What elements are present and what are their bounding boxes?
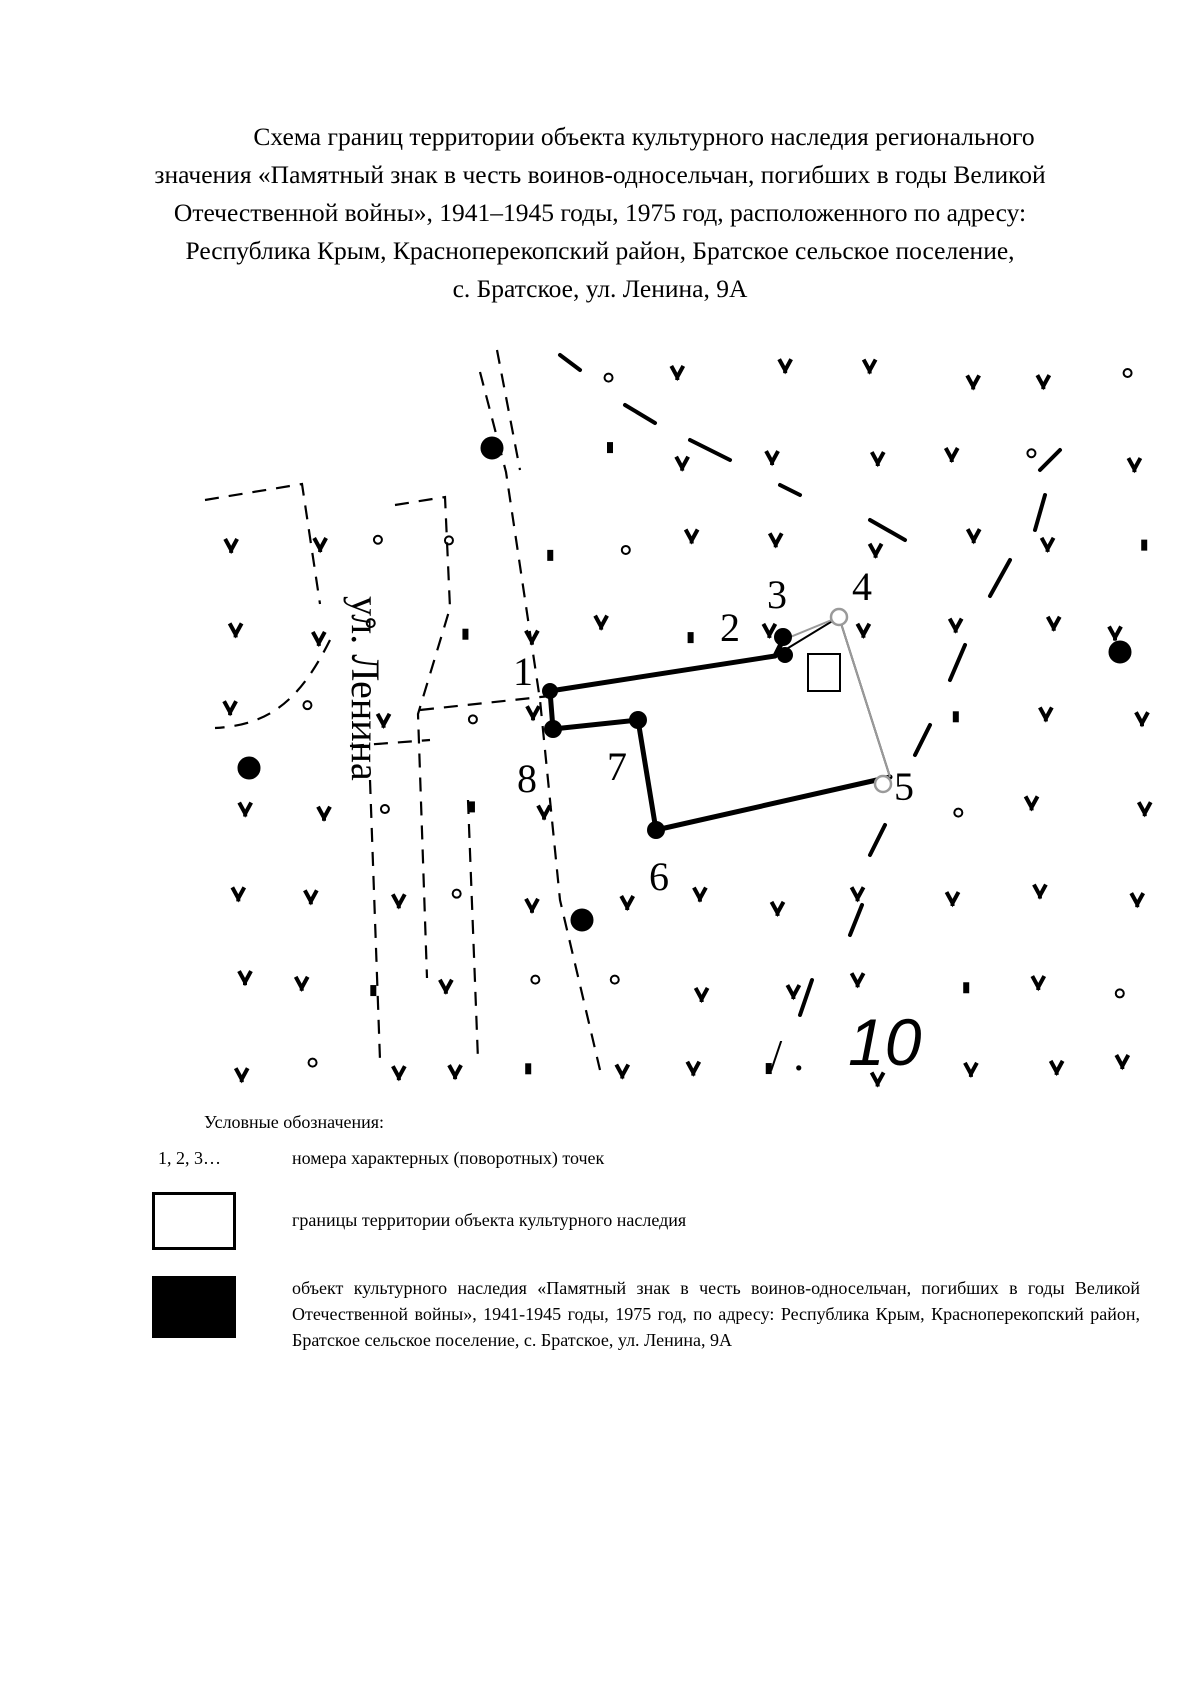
grass-symbol (857, 624, 869, 638)
legend-object-swatch (152, 1276, 236, 1338)
grass-symbol (305, 890, 317, 904)
orchard-symbol (303, 701, 311, 709)
grass-symbol (968, 529, 980, 543)
point-label-7: 7 (607, 744, 627, 789)
grass-symbol (852, 887, 864, 901)
turning-point-4 (831, 609, 847, 625)
parcel-number: 10 (848, 1005, 922, 1079)
grass-symbol (1048, 617, 1060, 631)
boundary-segment-5-6 (656, 777, 890, 830)
grass-symbol (595, 616, 607, 630)
grass-symbol (870, 544, 882, 558)
title-line: значения «Памятный знак в честь воинов-односельчан, погибших в годы Великой (154, 160, 1046, 189)
monument-symbol (808, 654, 840, 691)
grass-symbol (1136, 712, 1148, 726)
tick-symbol (469, 802, 474, 812)
grass-symbol (1032, 976, 1044, 990)
grass-symbol (1139, 802, 1151, 816)
boundary-segment-6-7 (638, 720, 656, 830)
tick-symbol (1142, 540, 1147, 550)
point-label-2: 2 (720, 605, 740, 650)
field-dash (870, 520, 905, 540)
grass-symbol (671, 366, 683, 380)
grass-symbol (779, 359, 791, 373)
boundary-map (0, 320, 1200, 1120)
grass-symbol (313, 632, 325, 646)
grass-symbol (772, 902, 784, 916)
turning-point-2 (777, 647, 793, 663)
field-dash (625, 405, 655, 423)
grass-symbol (1128, 458, 1140, 472)
grass-symbol (449, 1065, 461, 1079)
grass-symbol (1037, 375, 1049, 389)
grass-symbol (230, 623, 242, 637)
title-line: с. Братское, ул. Ленина, 9А (452, 274, 748, 303)
orchard-symbol (1027, 449, 1035, 457)
grass-symbol (239, 803, 251, 817)
grass-symbol (393, 894, 405, 908)
grass-symbol (621, 896, 633, 910)
legend-heading: Условные обозначения: (204, 1112, 385, 1132)
orchard-symbol (453, 890, 461, 898)
tree-symbol (571, 909, 593, 931)
legend-numbers-sample: 1, 2, 3… (158, 1148, 221, 1168)
field-dash (870, 825, 885, 855)
turning-point-5 (875, 776, 891, 792)
point-label-5: 5 (894, 764, 914, 809)
grass-symbol (616, 1065, 628, 1079)
grass-symbol (526, 899, 538, 913)
point-label-4: 4 (852, 564, 872, 609)
tick-symbol (688, 633, 693, 643)
orchard-symbol (1124, 369, 1132, 377)
tick-symbol (964, 983, 969, 993)
boundary-segment-1-2 (550, 656, 775, 691)
grass-symbol (1109, 626, 1121, 640)
orchard-symbol (531, 976, 539, 984)
grass-symbol (1116, 1055, 1128, 1069)
grass-symbol (318, 807, 330, 821)
street-label: ул. Ленина (343, 596, 388, 781)
grass-symbol (686, 529, 698, 543)
field-dash (1040, 450, 1060, 470)
grass-symbol (296, 977, 308, 991)
grass-symbol (527, 706, 539, 720)
grass-symbol (687, 1062, 699, 1076)
grass-symbol (696, 988, 708, 1002)
grass-symbol (770, 533, 782, 547)
grass-symbol (872, 452, 884, 466)
boundary-segment-7-8 (553, 720, 638, 729)
grass-symbol (676, 457, 688, 471)
grass-symbol (852, 973, 864, 987)
legend-numbers-desc: номера характерных (поворотных) точек (292, 1148, 605, 1168)
grass-symbol (946, 448, 958, 462)
orchard-symbol (381, 805, 389, 813)
tick-symbol (463, 629, 468, 639)
grass-symbol (538, 806, 550, 820)
grass-symbol (864, 360, 876, 374)
grass-symbol (225, 539, 237, 553)
field-dash (800, 980, 812, 1015)
grass-symbol (950, 619, 962, 633)
field-dash (690, 440, 730, 460)
grass-symbol (236, 1068, 248, 1082)
grass-symbol (1026, 796, 1038, 810)
turning-point-7 (629, 711, 647, 729)
grass-symbol (787, 985, 799, 999)
turning-point-3 (774, 628, 792, 646)
grass-symbol (224, 701, 236, 715)
point-labels (513, 564, 914, 899)
tick-symbol (953, 712, 958, 722)
orchard-symbol (469, 715, 477, 723)
orchard-symbol (954, 809, 962, 817)
orchard-symbol (605, 374, 613, 382)
grass-symbol (1040, 707, 1052, 721)
field-dash (850, 905, 862, 935)
road-centre-line (480, 372, 600, 1070)
tick-symbol (548, 550, 553, 560)
legend-object-desc: объект культурного наследия «Памятный знак в честь воинов-односельчан, погибших в годы Великой Отечественной войны», 1941-1945 годы, 1975 год, по адресу: Республика Крым, Красноперекопский район, Братское сельское поселение, с. Братское, ул. Ленина, 9А (292, 1278, 1140, 1350)
tick-symbol (608, 443, 613, 453)
turning-point-8 (544, 720, 562, 738)
grass-symbol (440, 980, 452, 994)
road-edge-line (370, 780, 380, 1060)
field-dash (990, 560, 1010, 596)
field-dash (780, 485, 800, 495)
tree-symbol (1109, 641, 1131, 663)
grass-symbol (766, 451, 778, 465)
grass-symbol (314, 538, 326, 552)
grass-symbol (947, 892, 959, 906)
grass-symbol (1042, 538, 1054, 552)
map-dashed-lines (205, 350, 600, 1070)
tick-symbol (526, 1064, 531, 1074)
grass-symbol (239, 971, 251, 985)
title-line: Отечественной войны», 1941–1945 годы, 1975 год, расположенного по адресу: (173, 198, 1027, 227)
grass-symbol (1051, 1061, 1063, 1075)
tick-symbol (371, 986, 376, 996)
grass-symbol (1131, 893, 1143, 907)
grass-symbol (694, 888, 706, 902)
orchard-symbol (1116, 989, 1124, 997)
grass-symbol (393, 1066, 405, 1080)
title-line: Республика Крым, Красноперекопский район, Братское сельское поселение, (185, 236, 1015, 265)
road-edge-line (468, 800, 478, 1060)
turning-point-1 (542, 683, 558, 699)
legend-boundary-desc: границы территории объекта культурного наследия (292, 1210, 687, 1230)
tree-symbol (238, 757, 260, 779)
parcel-prefix: / . (770, 1031, 805, 1080)
point-label-3: 3 (767, 572, 787, 617)
field-dash (950, 645, 965, 680)
field-dash (915, 725, 930, 755)
title-line: Схема границ территории объекта культурного наследия регионального (253, 122, 1035, 151)
grass-symbol (1034, 885, 1046, 899)
point-label-8: 8 (517, 756, 537, 801)
turning-point-6 (647, 821, 665, 839)
grass-symbol (232, 887, 244, 901)
neighbor-plot-outline (205, 484, 320, 604)
point-label-1: 1 (513, 649, 533, 694)
page-title (60, 118, 1140, 308)
orchard-symbol (309, 1059, 317, 1067)
grass-symbol (967, 375, 979, 389)
grass-symbol (763, 624, 775, 638)
neighbor-plot-arc (215, 640, 330, 728)
boundary-segment-4-5 (839, 617, 890, 777)
street-crossing-line (420, 696, 550, 710)
orchard-symbol (622, 546, 630, 554)
field-dash (560, 355, 580, 370)
road-edge-line (395, 497, 450, 978)
orchard-symbol (374, 536, 382, 544)
point-label-6: 6 (649, 854, 669, 899)
grass-symbol (965, 1063, 977, 1077)
legend-boundary-swatch (152, 1192, 236, 1250)
orchard-symbol (611, 976, 619, 984)
field-dash (1035, 495, 1045, 530)
